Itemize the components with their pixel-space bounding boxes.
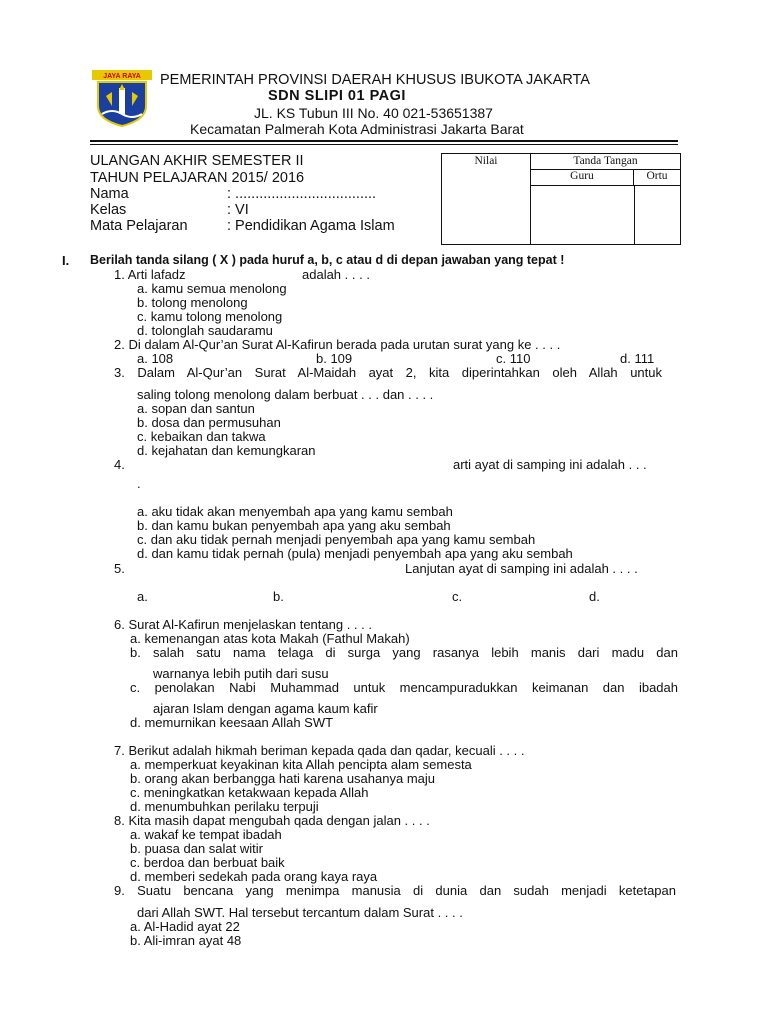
- signature-divider: [634, 186, 635, 244]
- question-9-cont: dari Allah SWT. Hal tersebut tercantum dalam Surat . . . .: [137, 905, 463, 920]
- header-school-name: SDN SLIPI 01 PAGI: [268, 88, 406, 104]
- question-4-text: arti ayat di samping ini adalah . . .: [453, 457, 647, 472]
- q8-option-b: b. puasa dan salat witir: [130, 841, 263, 856]
- header-rule-thin: [90, 144, 678, 145]
- q5-option-a: a.: [137, 589, 148, 604]
- section-number: I.: [62, 253, 70, 268]
- question-1-end: adalah . . . .: [302, 267, 370, 282]
- guru-cell: [531, 170, 634, 186]
- kelas-label: Kelas: [90, 202, 127, 218]
- question-3: 3. Dalam Al-Qur’an Surat Al-Maidah ayat 2, kita diperintahkan oleh Allah untuk: [114, 365, 662, 380]
- q7-option-a: a. memperkuat keyakinan kita Allah pencipta alam semesta: [130, 757, 472, 772]
- signature-table: [441, 153, 681, 245]
- q6-option-b: b. salah satu nama telaga di surga yang rasanya lebih manis dari madu dan: [130, 645, 678, 660]
- info-nama: [90, 186, 377, 202]
- question-4-dot: .: [137, 476, 141, 491]
- q6-option-a: a. kemenangan atas kota Makah (Fathul Makah): [130, 631, 410, 646]
- ortu-label: Ortu: [646, 170, 668, 182]
- q6-option-c-cont: ajaran Islam dengan agama kaum kafir: [153, 701, 378, 716]
- question-4: 4.: [114, 457, 125, 472]
- header-government: PEMERINTAH PROVINSI DAERAH KHUSUS IBUKOTA JAKARTA: [160, 72, 590, 88]
- section-instruction: Berilah tanda silang ( X ) pada huruf a, b, c atau d di depan jawaban yang tepat !: [90, 253, 565, 267]
- tanda-tangan-cell: [531, 154, 680, 170]
- q2-option-a: a. 108: [137, 351, 174, 366]
- tanda-tangan-label: Tanda Tangan: [573, 155, 638, 167]
- q2-option-b: b. 109: [316, 351, 353, 366]
- q2-option-d: d. 111: [620, 351, 655, 366]
- q3-option-a: a. sopan dan santun: [137, 401, 255, 416]
- mapel-value: : Pendidikan Agama Islam: [227, 218, 395, 234]
- q3-option-c: c. kebaikan dan takwa: [137, 429, 266, 444]
- guru-label: Guru: [570, 170, 594, 182]
- info-mapel: [90, 218, 395, 234]
- nama-value: : ...................................: [227, 186, 377, 202]
- header-district: Kecamatan Palmerah Kota Administrasi Jakarta Barat: [190, 121, 524, 137]
- exam-year: TAHUN PELAJARAN 2015/ 2016: [90, 170, 305, 186]
- nilai-cell: [442, 154, 531, 244]
- q1-option-a: a. kamu semua menolong: [137, 281, 287, 296]
- q9-option-b: b. Ali-imran ayat 48: [130, 933, 242, 948]
- question-7: 7. Berikut adalah hikmah beriman kepada qada dan qadar, kecuali . . . .: [114, 743, 525, 758]
- question-2: 2. Di dalam Al-Qur’an Surat Al-Kafirun berada pada urutan surat yang ke . . . .: [114, 337, 561, 352]
- q1-option-b: b. tolong menolong: [137, 295, 248, 310]
- q3-option-d: d. kejahatan dan kemungkaran: [137, 443, 316, 458]
- q9-option-a: a. Al-Hadid ayat 22: [130, 919, 240, 934]
- q4-option-a: a. aku tidak akan menyembah apa yang kamu sembah: [137, 504, 453, 519]
- exam-title: ULANGAN AKHIR SEMESTER II: [90, 153, 304, 169]
- ortu-cell: [634, 170, 680, 186]
- q8-option-a: a. wakaf ke tempat ibadah: [130, 827, 282, 842]
- q7-option-c: c. meningkatkan ketakwaan kepada Allah: [130, 785, 369, 800]
- question-5: 5.: [114, 561, 125, 576]
- logo-banner-text: JAYA RAYA: [103, 73, 141, 80]
- q7-option-d: d. menumbuhkan perilaku terpuji: [130, 799, 319, 814]
- q8-option-c: c. berdoa dan berbuat baik: [130, 855, 285, 870]
- q7-option-b: b. orang akan berbangga hati karena usahanya maju: [130, 771, 435, 786]
- q6-option-d: d. memurnikan keesaan Allah SWT: [130, 715, 334, 730]
- q8-option-d: d. memberi sedekah pada orang kaya raya: [130, 869, 378, 884]
- info-kelas: [90, 202, 249, 218]
- q1-option-d: d. tolonglah saudaramu: [137, 323, 273, 338]
- question-5-text: Lanjutan ayat di samping ini adalah . . . .: [405, 561, 638, 576]
- q1-option-c: c. kamu tolong menolong: [137, 309, 283, 324]
- question-3-cont: saling tolong menolong dalam berbuat . . . dan . . . .: [137, 387, 434, 402]
- mapel-label: Mata Pelajaran: [90, 218, 188, 234]
- question-9: 9. Suatu bencana yang menimpa manusia di dunia dan sudah menjadi ketetapan: [114, 883, 676, 898]
- question-6: 6. Surat Al-Kafirun menjelaskan tentang . . . .: [114, 617, 372, 632]
- header-address: JL. KS Tubun III No. 40 021-53651387: [254, 105, 493, 121]
- q5-option-b: b.: [273, 589, 284, 604]
- q2-option-c: c. 110: [496, 351, 531, 366]
- q4-option-b: b. dan kamu bukan penyembah apa yang aku sembah: [137, 518, 451, 533]
- q6-option-b-cont: warnanya lebih putih dari susu: [153, 666, 329, 681]
- kelas-value: : VI: [227, 202, 249, 218]
- question-8: 8. Kita masih dapat mengubah qada dengan jalan . . . .: [114, 813, 430, 828]
- q6-option-c: c. penolakan Nabi Muhammad untuk mencampuradukkan keimanan dan ibadah: [130, 680, 678, 695]
- header-rule-thick: [90, 140, 678, 142]
- q5-option-c: c.: [452, 589, 463, 604]
- nama-label: Nama: [90, 186, 129, 202]
- q5-option-d: d.: [589, 589, 600, 604]
- question-1: 1. Arti lafadz: [114, 267, 186, 282]
- school-logo: [92, 70, 154, 128]
- q4-option-c: c. dan aku tidak pernah menjadi penyembah apa yang kamu sembah: [137, 532, 536, 547]
- nilai-label: Nilai: [474, 155, 498, 167]
- q3-option-b: b. dosa dan permusuhan: [137, 415, 281, 430]
- q4-option-d: d. dan kamu tidak pernah (pula) menjadi penyembah apa yang aku sembah: [137, 546, 573, 561]
